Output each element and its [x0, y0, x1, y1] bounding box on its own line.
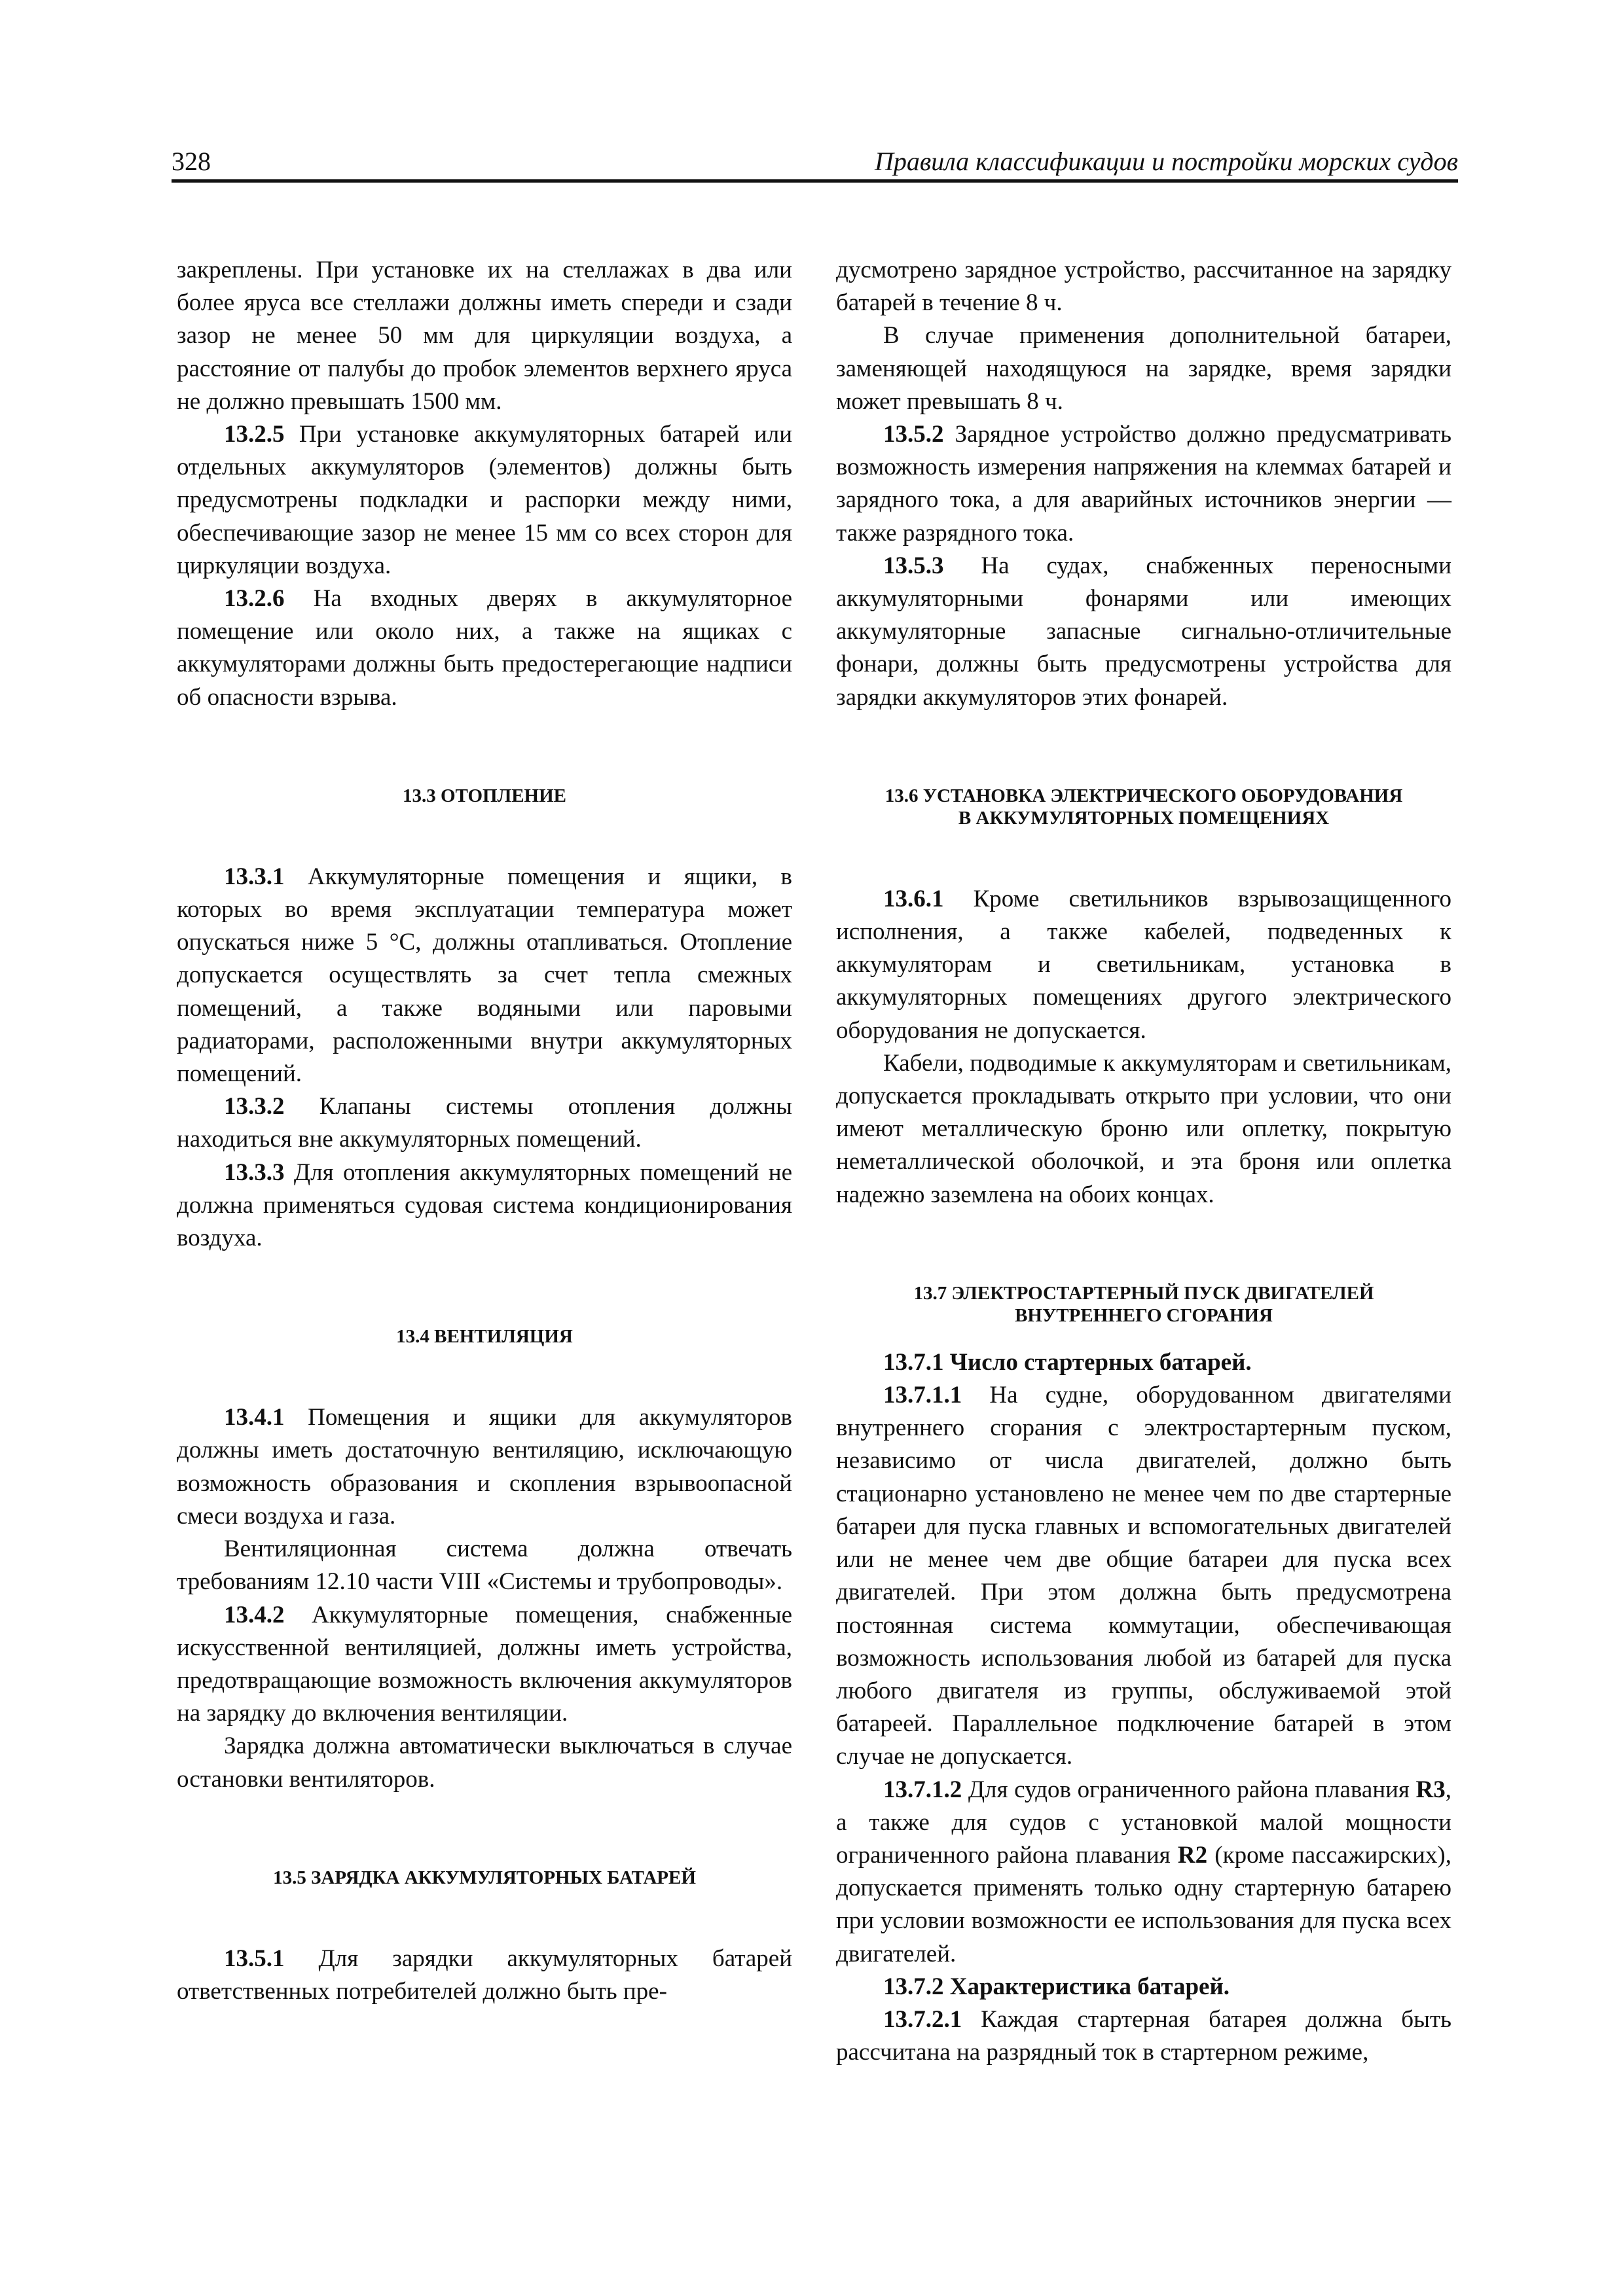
paragraph: 13.5.3 На судах, снабженных переносными аккумуляторными фонарями или имеющих аккумуляторные запасные сигнально-отличительные фонари, должны быть предусмотрены устройства для зарядки аккумуляторов этих фонарей.	[836, 552, 1451, 711]
section-heading: 13.4 ВЕНТИЛЯЦИЯ	[396, 1326, 573, 1348]
clause-number: 13.6.1	[883, 885, 944, 912]
clause-number: 13.5.2	[883, 421, 944, 448]
paragraph: закреплены. При установке их на стеллажах в два или более яруса все стеллажи должны иметь спереди и сзади зазор не менее 50 мм для циркуляции воздуха, а расстояние от палубы до пробок элементов верхнего яруса не должно превышать 1500 мм.	[177, 257, 792, 415]
paragraph: 13.7.1.2 Для судов ограниченного района плавания R3, а также для судов с установкой малой мощности ограниченного района плавания R2 (кроме пассажирских), допускается применять только одну стартерную батарею при условии возможности ее использования для пуска всех двигателей.	[836, 1776, 1452, 1967]
section-heading: 13.5 ЗАРЯДКА АККУМУЛЯТОРНЫХ БАТАРЕЙ	[273, 1867, 696, 1888]
paragraph: 13.3.3 Для отопления аккумуляторных помещений не должна применяться судовая система кондиционирования воздуха.	[177, 1158, 792, 1252]
paragraph: дусмотрено зарядное устройство, рассчитанное на зарядку батарей в течение 8 ч.	[836, 257, 1451, 317]
clause-number: 13.7.1.2	[883, 1776, 962, 1803]
paragraph: 13.4.2 Аккумуляторные помещения, снабженные искусственной вентиляцией, должны иметь устройства, предотвращающие возможность включения аккумуляторов на зарядку до включения вентиляции.	[177, 1601, 792, 1727]
clause-number: 13.5.3	[883, 552, 944, 579]
navigation-area-code: R2	[1177, 1841, 1208, 1869]
paragraph: 13.3.2 Клапаны системы отопления должны находиться вне аккумуляторных помещений.	[177, 1093, 792, 1153]
paragraph: 13.6.1 Кроме светильников взрывозащищенного исполнения, а также кабелей, подведенных к аккумуляторам и светильникам, установка в аккумуляторных помещениях другого электрического оборудования не допускается.	[836, 885, 1451, 1044]
clause-number: 13.7.2.1	[883, 2005, 962, 2033]
right-column	[836, 254, 1451, 2069]
section-heading: 13.3 ОТОПЛЕНИЕ	[402, 785, 567, 806]
paragraph: В случае применения дополнительной батареи, заменяющей находящуюся на зарядке, время зарядки может превышать 8 ч.	[836, 322, 1451, 415]
subsection-heading: 13.7.1 Число стартерных батарей.	[883, 1348, 1252, 1376]
paragraph: Кабели, подводимые к аккумуляторам и светильникам, допускается прокладывать открыто при условии, что они имеют металлическую броню или оплетку, покрытую неметаллической оболочкой, и эта броня или оплетка надежно заземлена на обоих концах.	[836, 1049, 1451, 1208]
section-heading: 13.7 ЭЛЕКТРОСТАРТЕРНЫЙ ПУСК ДВИГАТЕЛЕЙ ВНУТРЕННЕГО СГОРАНИЯ	[913, 1282, 1374, 1326]
paragraph: Вентиляционная система должна отвечать требованиям 12.10 части VIII «Системы и трубопроводы».	[177, 1535, 792, 1596]
clause-number: 13.7.1.1	[883, 1382, 962, 1409]
clause-number: 13.3.1	[224, 863, 285, 890]
paragraph: 13.2.6 На входных дверях в аккумуляторное помещение или около них, а также на ящиках с аккумуляторами должны быть предостерегающие надписи об опасности взрыва.	[177, 585, 792, 711]
section-heading: 13.6 УСТАНОВКА ЭЛЕКТРИЧЕСКОГО ОБОРУДОВАНИЯ В АККУМУЛЯТОРНЫХ ПОМЕЩЕНИЯХ	[884, 785, 1403, 829]
clause-number: 13.2.5	[224, 421, 285, 448]
clause-number: 13.3.3	[224, 1158, 285, 1186]
page-header	[172, 145, 1458, 183]
running-title: Правила классификации и постройки морских судов	[874, 147, 1458, 176]
paragraph: 13.3.1 Аккумуляторные помещения и ящики, в которых во время эксплуатации температура может опускаться ниже 5 °С, должны отапливаться. Отопление допускается осуществлять за счет тепла смежных помещений, а также водяными или паровыми радиаторами, расположенными внутри аккумуляторных помещений.	[177, 863, 792, 1088]
paragraph: 13.2.5 При установке аккумуляторных батарей или отдельных аккумуляторов (элементов) должны быть предусмотрены подкладки и распорки между ними, обеспечивающие зазор не менее 15 мм со всех сторон для циркуляции воздуха.	[177, 421, 792, 579]
clause-number: 13.2.6	[224, 585, 285, 613]
page-number: 328	[172, 147, 211, 176]
clause-number: 13.5.1	[224, 1945, 285, 1972]
subsection-heading: 13.7.2 Характеристика батарей.	[883, 1973, 1230, 2000]
paragraph: 13.5.1 Для зарядки аккумуляторных батарей ответственных потребителей должно быть пре-	[177, 1945, 792, 2005]
paragraph: 13.4.1 Помещения и ящики для аккумуляторов должны иметь достаточную вентиляцию, исключающую возможность образования и скопления взрывоопасной смеси воздуха и газа.	[177, 1404, 792, 1530]
clause-number: 13.4.2	[224, 1601, 285, 1628]
paragraph: 13.7.1.1 На судне, оборудованном двигателями внутреннего сгорания с электростартерным пуском, независимо от числа двигателей, должно быть стационарно установлено не менее чем по две стартерные батареи для пуска главных и вспомогательных двигателей или не менее чем две общие батареи для пуска всех двигателей. При этом должна быть предусмотрена постоянная система коммутации, обеспечивающая возможность использования любой из батарей для пуска любого двигателя из группы, обслуживаемой этой батареей. Параллельное подключение батарей в этом случае не допускается.	[836, 1382, 1451, 1770]
paragraph: 13.7.2.1 Каждая стартерная батарея должна быть рассчитана на разрядный ток в стартерном режиме,	[836, 2005, 1451, 2066]
clause-number: 13.3.2	[224, 1093, 285, 1121]
paragraph: 13.5.2 Зарядное устройство должно предусматривать возможность измерения напряжения на клеммах батарей и зарядного тока, а для аварийных источников энергии — также разрядного тока.	[836, 421, 1451, 547]
paragraph: Зарядка должна автоматически выключаться в случае остановки вентиляторов.	[177, 1732, 792, 1793]
left-column	[177, 254, 792, 2008]
clause-number: 13.4.1	[224, 1404, 285, 1431]
navigation-area-code: R3	[1415, 1776, 1446, 1803]
